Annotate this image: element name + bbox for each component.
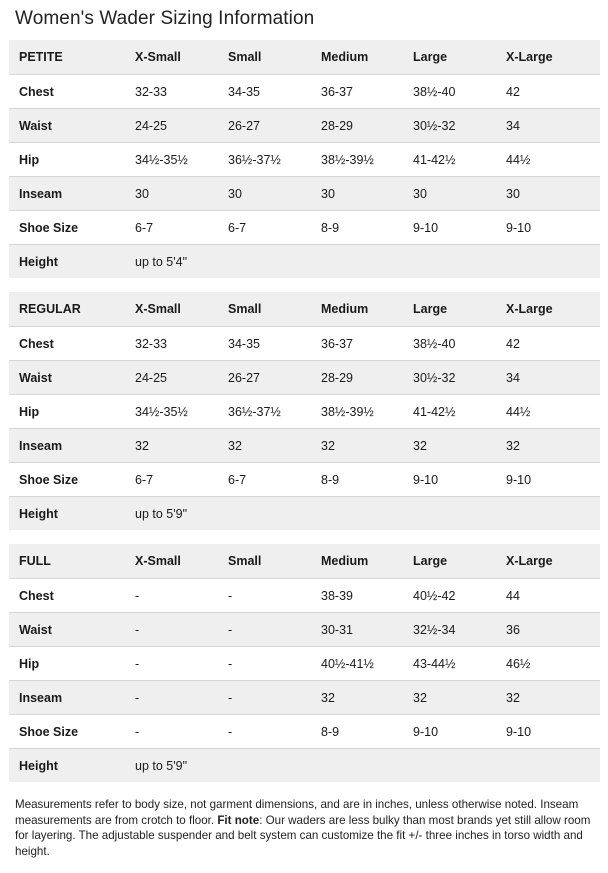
row-label: Inseam (19, 187, 63, 201)
size-header: Medium (321, 302, 369, 316)
size-header: Large (413, 554, 448, 568)
table-cell: 44½ (506, 153, 531, 167)
table-row (9, 646, 600, 680)
table-cell: 32 (413, 439, 427, 453)
table-row (9, 714, 600, 748)
table-cell: 36 (506, 623, 520, 637)
table-cell: - (135, 589, 140, 603)
table-cell: 34½-35½ (135, 153, 188, 167)
table-cell: 40½-42 (413, 589, 456, 603)
table-header-row (9, 40, 600, 74)
table-row (9, 612, 600, 646)
size-header: X-Small (135, 50, 181, 64)
section-label: PETITE (19, 50, 63, 64)
table-cell: 34½-35½ (135, 405, 188, 419)
size-header: X-Small (135, 554, 181, 568)
table-cell: 42 (506, 337, 520, 351)
table-row (9, 496, 600, 530)
table-cell: 6-7 (135, 221, 154, 235)
table-row (9, 108, 600, 142)
table-row (9, 428, 600, 462)
row-label: Hip (19, 405, 40, 419)
table-cell: 32 (321, 691, 335, 705)
size-header: Small (228, 554, 262, 568)
table-cell: 9-10 (413, 725, 439, 739)
row-label: Shoe Size (19, 221, 79, 235)
table-cell: 36½-37½ (228, 153, 281, 167)
size-header: Large (413, 50, 448, 64)
table-cell: up to 5'4" (135, 255, 188, 269)
table-cell: 38½-40 (413, 337, 456, 351)
table-cell: 28-29 (321, 371, 353, 385)
table-cell: - (228, 589, 233, 603)
table-cell: up to 5'9" (135, 507, 188, 521)
table-cell: 9-10 (506, 473, 532, 487)
table-cell: 34-35 (228, 85, 260, 99)
table-cell: 32 (413, 691, 427, 705)
table-row (9, 176, 600, 210)
size-header: X-Small (135, 302, 181, 316)
table-cell: 24-25 (135, 371, 167, 385)
table-cell: 6-7 (228, 473, 247, 487)
size-header: Large (413, 302, 448, 316)
row-label: Height (19, 759, 58, 773)
table-cell: 32½-34 (413, 623, 456, 637)
page-title: Women's Wader Sizing Information (15, 8, 315, 29)
table-cell: 9-10 (413, 221, 439, 235)
table-row (9, 142, 600, 176)
table-cell: - (135, 725, 140, 739)
table-cell: 46½ (506, 657, 531, 671)
table-cell: 30-31 (321, 623, 353, 637)
table-cell: 26-27 (228, 371, 260, 385)
size-header: Small (228, 50, 262, 64)
row-label: Shoe Size (19, 725, 79, 739)
table-cell: 36-37 (321, 85, 353, 99)
table-cell: 38½-39½ (321, 405, 374, 419)
row-label: Chest (19, 85, 54, 99)
section-label: REGULAR (19, 302, 81, 316)
table-cell: 36-37 (321, 337, 353, 351)
table-cell: 38½-39½ (321, 153, 374, 167)
row-label: Chest (19, 589, 54, 603)
table-cell: 30½-32 (413, 371, 456, 385)
size-header: X-Large (506, 50, 553, 64)
table-cell: 42 (506, 85, 520, 99)
table-cell: 32-33 (135, 85, 167, 99)
table-cell: 38-39 (321, 589, 353, 603)
table-cell: 36½-37½ (228, 405, 281, 419)
table-row (9, 578, 600, 612)
table-cell: 9-10 (506, 221, 532, 235)
row-label: Hip (19, 657, 40, 671)
table-cell: - (228, 691, 233, 705)
table-cell: 24-25 (135, 119, 167, 133)
table-cell: 30 (506, 187, 520, 201)
fit-note-paragraph (15, 797, 595, 859)
table-row (9, 394, 600, 428)
row-label: Hip (19, 153, 40, 167)
note-text-continued: : Our waders are less bulky than most brands yet still allow room for layering. The adjustable suspender and belt system can customize the fit +/- three inches in torso width and height. (15, 813, 591, 858)
table-cell: 38½-40 (413, 85, 456, 99)
table-row (9, 462, 600, 496)
table-cell: 34 (506, 371, 520, 385)
table-cell: 44½ (506, 405, 531, 419)
row-label: Height (19, 255, 58, 269)
section-label: FULL (19, 554, 51, 568)
table-header-row (9, 292, 600, 326)
table-petite (9, 40, 600, 278)
table-cell: 34-35 (228, 337, 260, 351)
table-cell: 26-27 (228, 119, 260, 133)
table-cell: 9-10 (506, 725, 532, 739)
table-cell: 32 (228, 439, 242, 453)
table-cell: 30 (228, 187, 242, 201)
row-label: Waist (19, 371, 52, 385)
table-cell: 6-7 (228, 221, 247, 235)
table-cell: 40½-41½ (321, 657, 374, 671)
size-header: X-Large (506, 302, 553, 316)
table-cell: 32 (135, 439, 149, 453)
table-cell: 32 (506, 439, 520, 453)
row-label: Chest (19, 337, 54, 351)
table-cell: 30 (413, 187, 427, 201)
table-cell: 30 (135, 187, 149, 201)
table-header-row (9, 544, 600, 578)
table-cell: up to 5'9" (135, 759, 188, 773)
table-cell: 32-33 (135, 337, 167, 351)
table-cell: 30 (321, 187, 335, 201)
table-cell: - (228, 657, 233, 671)
table-row (9, 210, 600, 244)
fit-note-label: Fit note (217, 813, 260, 827)
size-header: Medium (321, 50, 369, 64)
row-label: Shoe Size (19, 473, 79, 487)
table-cell: - (228, 623, 233, 637)
row-label: Waist (19, 623, 52, 637)
table-cell: 32 (321, 439, 335, 453)
table-row (9, 326, 600, 360)
size-header: Medium (321, 554, 369, 568)
table-cell: 28-29 (321, 119, 353, 133)
table-cell: 43-44½ (413, 657, 456, 671)
table-row (9, 74, 600, 108)
table-row (9, 244, 600, 278)
row-label: Height (19, 507, 58, 521)
row-label: Inseam (19, 439, 63, 453)
note-text: Measurements refer to body size, not garment dimensions, and are in inches, unless otherwise noted. Inseam measurements are from crotch to floor. (15, 798, 579, 827)
table-cell: - (135, 623, 140, 637)
table-cell: 8-9 (321, 221, 340, 235)
table-cell: - (228, 725, 233, 739)
table-cell: 34 (506, 119, 520, 133)
size-header: Small (228, 302, 262, 316)
table-cell: - (135, 691, 140, 705)
table-row (9, 360, 600, 394)
row-label: Inseam (19, 691, 63, 705)
table-cell: 30½-32 (413, 119, 456, 133)
size-header: X-Large (506, 554, 553, 568)
table-cell: 8-9 (321, 473, 340, 487)
table-row (9, 748, 600, 782)
row-label: Waist (19, 119, 52, 133)
table-cell: 9-10 (413, 473, 439, 487)
table-regular (9, 292, 600, 530)
table-row (9, 680, 600, 714)
table-cell: 8-9 (321, 725, 340, 739)
table-cell: 6-7 (135, 473, 154, 487)
table-full (9, 544, 600, 782)
table-cell: 41-42½ (413, 405, 456, 419)
table-cell: - (135, 657, 140, 671)
table-cell: 32 (506, 691, 520, 705)
table-cell: 44 (506, 589, 520, 603)
table-cell: 41-42½ (413, 153, 456, 167)
